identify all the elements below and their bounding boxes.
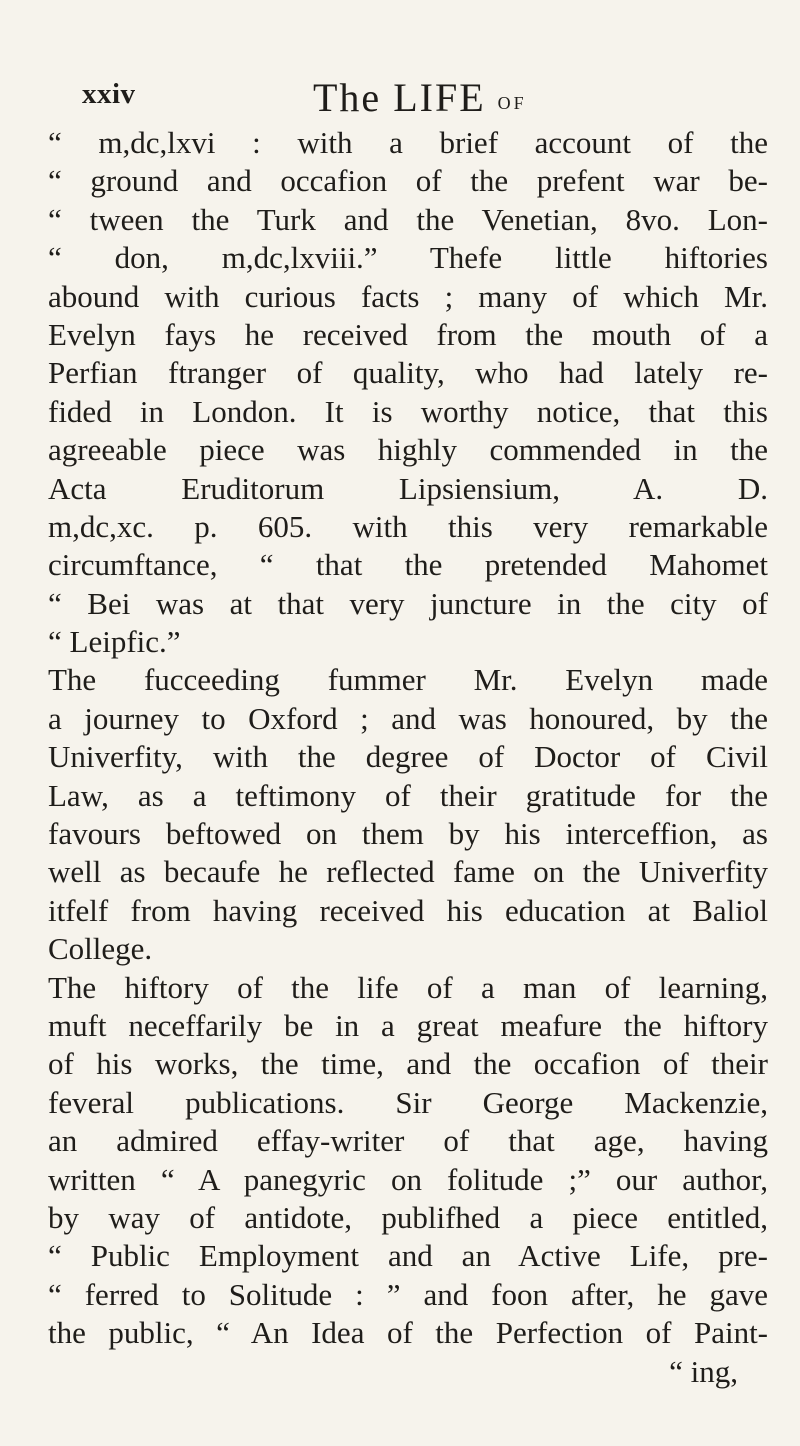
text-line: agreeable piece was highly commended in the (48, 432, 768, 468)
text-line: feveral publications. Sir George Mackenzie, (48, 1084, 768, 1120)
text-line: Perfian ftranger of quality, who had lately re- (48, 355, 768, 391)
text-line: the public, “ An Idea of the Perfection of Paint- (48, 1315, 768, 1351)
running-title-main: The LIFE (313, 75, 486, 120)
text-line: “ Leipfic.” (48, 624, 181, 660)
text-line: “ Bei was at that very juncture in the city of (48, 585, 768, 621)
text-line: of his works, the time, and the occafion of their (48, 1046, 768, 1082)
text-line: Law, as a teftimony of their gratitude for the (48, 777, 768, 813)
text-line: written “ A panegyric on folitude ;” our author, (48, 1161, 768, 1197)
text-line: m,dc,xc. p. 605. with this very remarkable (48, 508, 768, 544)
text-line: “ m,dc,lxvi : with a brief account of the (48, 125, 768, 160)
text-line: a journey to Oxford ; and was honoured, by the (48, 700, 768, 736)
running-head (48, 74, 768, 124)
text-line: Acta Eruditorum Lipsiensium, A. D. (48, 470, 768, 506)
catchword: “ ing, (669, 1353, 738, 1389)
text-line: by way of antidote, publifhed a piece entitled, (48, 1199, 768, 1235)
text-line: itfelf from having received his education at Baliol (48, 892, 768, 928)
text-line: muft neceffarily be in a great meafure the hiftory (48, 1007, 768, 1043)
text-line: an admired effay-writer of that age, having (48, 1123, 768, 1159)
text-line: fided in London. It is worthy notice, that this (48, 393, 768, 429)
running-title-of: of (497, 88, 527, 115)
text-line: “ ferred to Solitude : ” and foon after, he gave (48, 1276, 768, 1312)
text-line: “ ground and occafion of the prefent war be- (48, 163, 768, 199)
page-number: xxiv (82, 78, 136, 110)
text-line: The fucceeding fummer Mr. Evelyn made (48, 662, 768, 698)
text-line: favours beftowed on them by his interceffion, as (48, 816, 768, 852)
text-line: abound with curious facts ; many of which Mr. (48, 278, 768, 314)
body-text (48, 124, 768, 1391)
text-line: Univerfity, with the degree of Doctor of Civil (48, 739, 768, 775)
text-line: “ don, m,dc,lxviii.” Thefe little hiftories (48, 240, 768, 276)
text-line: “ tween the Turk and the Venetian, 8vo. Lon- (48, 201, 768, 237)
text-line: well as becaufe he reflected fame on the Univerfity (48, 854, 768, 890)
text-line: Evelyn fays he received from the mouth of a (48, 316, 768, 352)
text-line: The hiftory of the life of a man of learning, (48, 969, 768, 1005)
text-line: “ Public Employment and an Active Life, pre- (48, 1238, 768, 1274)
text-line: College. (48, 931, 153, 967)
running-title (313, 74, 527, 121)
text-line: circumftance, “ that the pretended Mahomet (48, 547, 768, 583)
